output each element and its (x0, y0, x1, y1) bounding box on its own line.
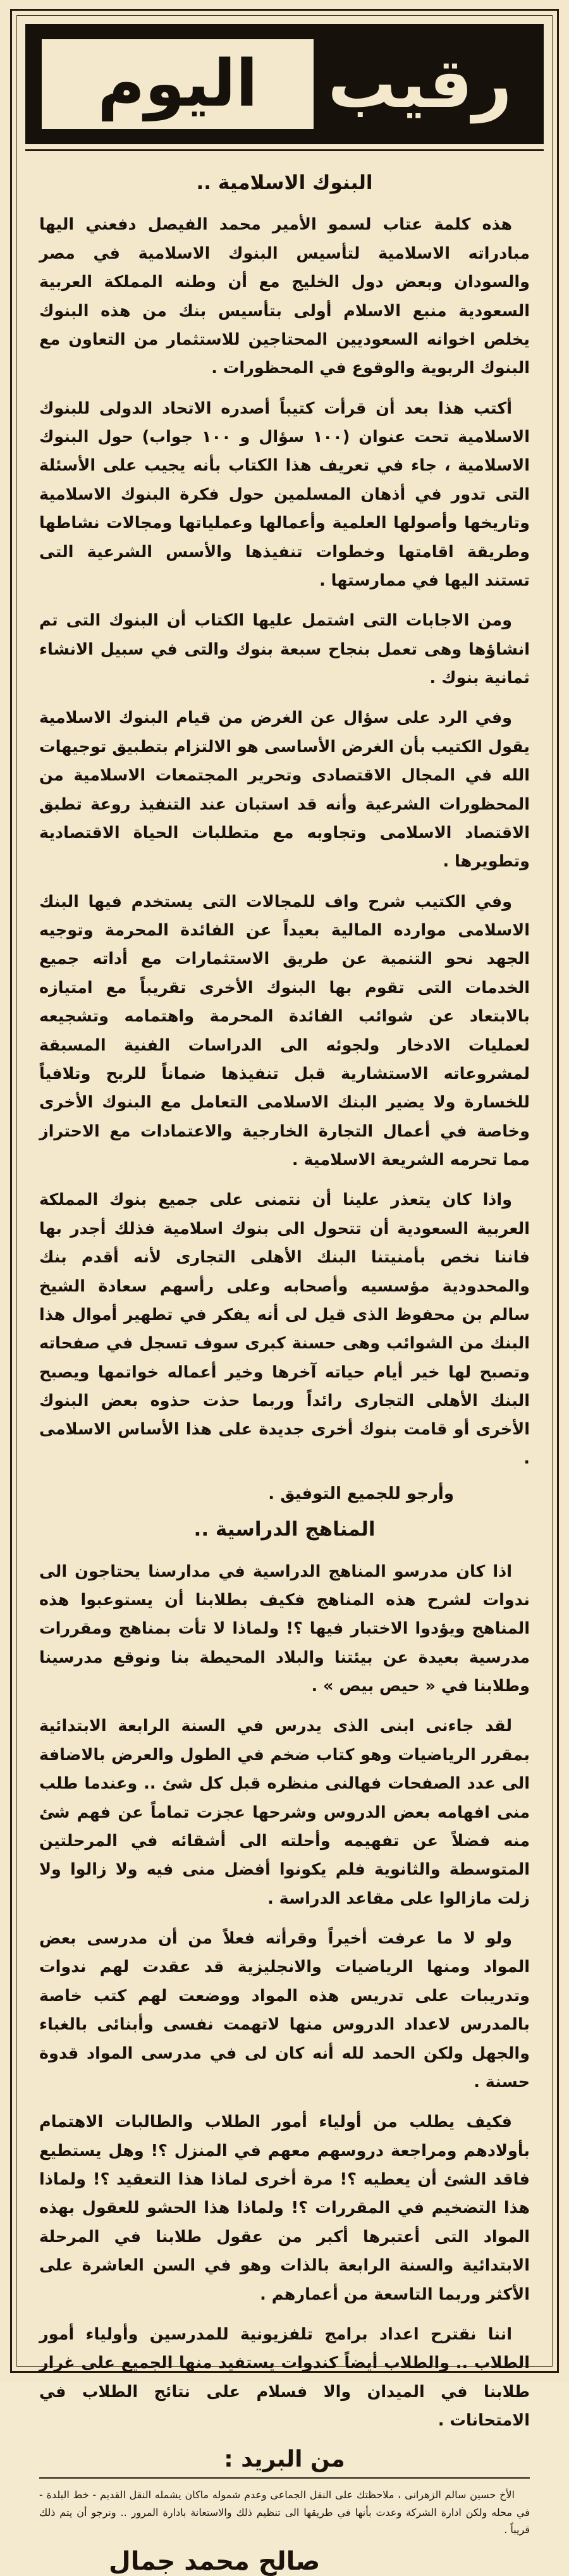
paragraph: فكيف يطلب من أولياء أمور الطلاب والطالبات الاهتمام بأولادهم ومراجعة دروسهم معهم في المنزل ؟! وهل يستطيع فاقد الشئ أن يعطيه ؟! مرة أخرى لماذا هذا التعقيد ؟! ولماذا هذا التضخيم في المقررات ؟! ولماذا هذا الحشو للعقول بهذه المواد التى أعتبرها أكبر من عقول طلابنا في المرحلة الابتدائية والسنة الرابعة بالذات وهو في السن العاشرة على الأكثر وربما التاسعة من أعمارهم . (39, 2112, 530, 2304)
mailbag-heading: من البريد : (224, 2446, 345, 2473)
paragraph: وفي الرد على سؤال عن الغرض من قيام البنوك الاسلامية يقول الكتيب بأن الغرض الأساسى هو الالتزام بتطبيق توجيهات الله في المجال الاقتصادى وتحرير المجتمعات الاسلامية من المحظورات الشرعية وأنه قد استبان عند التنفيذ روعة تطبق الاقتصاد الاسلامى وتجاوبه مع متطلبات الحياة الاقتصادية وتطويرها . (39, 708, 530, 872)
masthead-word-left-box (42, 39, 314, 129)
paragraph: اذا كان مدرسو المناهج الدراسية في مدارسنا يحتاجون الى ندوات لشرح هذه المناهج فكيف بطلابنا أن يستوعبوا هذه المناهج ويؤدوا الاختبار فيها ؟! ولماذا لا تأت بمناهج ومقررات مدرسية بعيدة عن بيئتنا والبلاد المحيطة بنا ونوقع مدرسينا وطلابنا في « حيص بيص » . (39, 1562, 530, 1696)
paragraph: وفي الكتيب شرح واف للمجالات التى يستخدم فيها البنك الاسلامى موارده المالية بعيداً عن الفائدة المحرمة وتوجيه الجهد نحو التنمية عن طريق الاستثمارات مع أداته جميع الخدمات التى تقوم بها البنوك الأخرى تقريباً مع امتيازه بالابتعاد عن شوائب الفائدة المحرمة واهتمامه وتشجيعه لعمليات الادخار ولجوئه الى الدراسات الفنية المسبقة لمشروعاته الاستشارية قبل تنفيذها ضماناً للربح وتلافياً للخسارة ولا يضير البنك الاسلامى التعامل مع البنوك الأخرى وخاصة في أعمال التجارة الخارجية والاعتمادات مع الاحتراز مما تحرمه الشريعة الاسلامية . (39, 892, 530, 1170)
reader-reply: الأخ حسين سالم الزهرانى ، ملاحظتك على النقل الجماعى وعدم شموله ماكان يشمله النقل القديم - خط البلدة - في محله ولكن ادارة الشركة وعدت بأنها في طريقها الى تنظيم ذلك والاستعانة بادارة المرور .. ونرجو أن يتم ذلك قريباً . (39, 2489, 530, 2536)
column-masthead (25, 24, 544, 144)
masthead-word-right: رقيب (327, 44, 512, 123)
author-signature: صالح محمد جمال (109, 2546, 321, 2576)
paragraph: لقد جاءنى ابنى الذى يدرس في السنة الرابعة الابتدائية بمقرر الرياضيات وهو كتاب ضخم في الطول والعرض بالاضافة الى عدد الصفحات فهالنى منظره قبل كل شئ .. وعندما طلب منى افهامه بعض الدروس وشرحها عجزت تماماً عن فهم شئ منه فضلاً عن تفهيمه وأحلته الى أشقائه في المرحلتين المتوسطة والثانوية فلم يكونوا أفضل منى فيه ولا زالوا ولا زلت مازالوا على مقاعد الدراسة . (39, 1716, 530, 1908)
paragraph: ومن الاجابات التى اشتمل عليها الكتاب أن البنوك التى تم انشاؤها وهى تعمل بنجاح سبعة بنوك والتى في سبيل الانشاء ثمانية بنوك . (39, 611, 530, 688)
paragraph: هذه كلمة عتاب لسمو الأمير محمد الفيصل دفعني اليها مبادراته الاسلامية لتأسيس البنوك الاسلامية في مصر والسودان وبعض دول الخليج مع أن وطنه المملكة العربية السعودية منبع الاسلام أولى بتأسيس بنك من هذه البنوك يخلص اخوانه السعوديين المحتاجين للاستثمار من التعاون مع البنوك الربوية والوقوع في المحظورات . (39, 215, 530, 378)
paragraph: أكتب هذا بعد أن قرأت كتيباً أصدره الاتحاد الدولى للبنوك الاسلامية تحت عنوان (١٠٠ سؤال و ١٠٠ جواب) حول البنوك الاسلامية ، جاء في تعريف هذا الكتاب بأنه يجيب على الأسئلة التى تدور في أذهان المسلمين حول فكرة البنوك الاسلامية وتاريخها وأصولها العلمية وأعمالها وعملياتها ومجالات نشاطها وطريقة اقامتها وخطوات تنفيذها والأسس الشرعية التى تستند اليها في ممارستها . (39, 398, 530, 590)
section-heading-curricula: المناهج الدراسية .. (193, 1518, 376, 1541)
closing-wish: وأرجو للجميع التوفيق . (268, 1484, 454, 1504)
mailbag-divider (39, 2477, 530, 2479)
paragraph: ولو لا ما عرفت أخيراً وقرأته فعلاً من أن مدرسى بعض المواد ومنها الرياضيات والانجليزية قد عقدت لهم ندوات وتدريبات على تدريس هذه المواد ووضعت لهم كتب خاصة بالمدرس لاعداد الدروس منها لاتهمت نفسى وأبنائى بالغباء والجهل ولكن الحمد لله أنه كان لى في مدرسى المواد قدوة حسنة . (39, 1929, 530, 2092)
article-body (39, 163, 530, 2576)
section-heading-banks: البنوك الاسلامية .. (196, 171, 373, 194)
masthead-word-left: اليوم (97, 46, 258, 121)
paragraph: اننا نقترح اعداد برامج تلفزيونية للمدرسين وأولياء أمور الطلاب .. والطلاب أيضاً كندوات يستفيد منها الجميع على غرار طلابنا في الميدان والا فسلام على نتائج الطلاب في الامتحانات . (39, 2324, 530, 2431)
paragraph: واذا كان يتعذر علينا أن نتمنى على جميع بنوك المملكة العربية السعودية أن تتحول الى بنوك اسلامية فذلك أجدر بها فاننا نخص بأمنيتنا البنك الأهلى التجارى لأنه أقدم بنك والمحدودية مؤسسيه وأصحابه وعلى رأسهم سعادة الشيخ سالم بن محفوظ الذى قيل لى أنه يفكر في تطهير أموال هذا البنك من الشوائب وهى حسنة كبرى سوف تسجل في صفحاته وتصبح لها خير أيام حياته آخرها وخير أعماله خواتمها ويصبح البنك الأهلى التجارى رائداً وربما حذت حذوه بعض البنوك الأخرى أو قامت بنوك أخرى جديدة على هذا الأساس الاسلامى . (39, 1190, 530, 1468)
masthead-rule (25, 149, 544, 151)
